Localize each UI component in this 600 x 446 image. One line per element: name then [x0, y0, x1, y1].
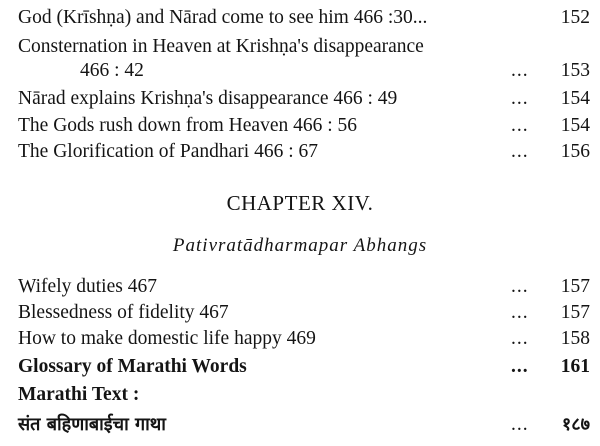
toc-entry-page: 157 — [560, 302, 590, 323]
toc-entry-title: Consternation in Heaven at Krishṇa's disappearance — [18, 36, 424, 57]
toc-entry-dots: ... — [511, 88, 529, 109]
toc-entry — [18, 3, 590, 33]
toc-entry-page: १८७ — [561, 414, 590, 435]
toc-entry — [18, 410, 590, 440]
toc-entry-dots: ... — [511, 356, 529, 377]
toc-entry-ref: 466 : 42 — [80, 60, 144, 81]
chapter-heading: CHAPTER XIV. — [226, 191, 374, 215]
toc-entry-title: संत बहिणाबाईचा गाथा — [18, 414, 166, 435]
toc-entry-page: 157 — [560, 276, 590, 297]
toc-entry-dots: ... — [511, 414, 529, 435]
toc-entry-title: Glossary of Marathi Words — [18, 356, 247, 377]
toc-entry-title: Blessedness of fidelity 467 — [18, 302, 229, 323]
toc-entry-page: 152 — [560, 7, 590, 28]
toc-entry-title: How to make domestic life happy 469 — [18, 328, 316, 349]
toc-entry-page: 156 — [560, 141, 590, 162]
toc-entry — [18, 324, 590, 354]
toc-entry-page: 154 — [560, 115, 590, 136]
toc-entry-dots: ... — [511, 328, 529, 349]
toc-entry-leader — [18, 56, 590, 86]
toc-entry — [18, 137, 590, 167]
toc-entry-dots: ... — [511, 141, 529, 162]
toc-entry-page: 154 — [560, 88, 590, 109]
toc-entry — [18, 352, 590, 382]
toc-entry-dots: ... — [511, 302, 529, 323]
toc-entry-page: 158 — [560, 328, 590, 349]
toc-entry — [18, 380, 590, 410]
toc-entry-title: God (Krīshṇa) and Nārad come to see him 466 :30... — [18, 7, 428, 28]
toc-entry-title: Nārad explains Krishṇa's disappearance 466 : 49 — [18, 88, 398, 109]
toc-entry-title: The Glorification of Pandhari 466 : 67 — [18, 141, 319, 162]
toc-entry-dots: ... — [511, 60, 529, 81]
toc-entry — [18, 84, 590, 114]
section-heading: Pativratādharmapar Abhangs — [172, 235, 428, 256]
toc-entry-title: The Gods rush down from Heaven 466 : 56 — [18, 115, 358, 136]
toc-entry-page: 153 — [560, 60, 590, 81]
toc-entry-dots: ... — [511, 115, 529, 136]
toc-entry-dots: ... — [511, 276, 529, 297]
toc-entry-page: 161 — [560, 356, 590, 377]
toc-entry-title: Marathi Text : — [18, 384, 140, 405]
toc-entry-title: Wifely duties 467 — [18, 276, 157, 297]
